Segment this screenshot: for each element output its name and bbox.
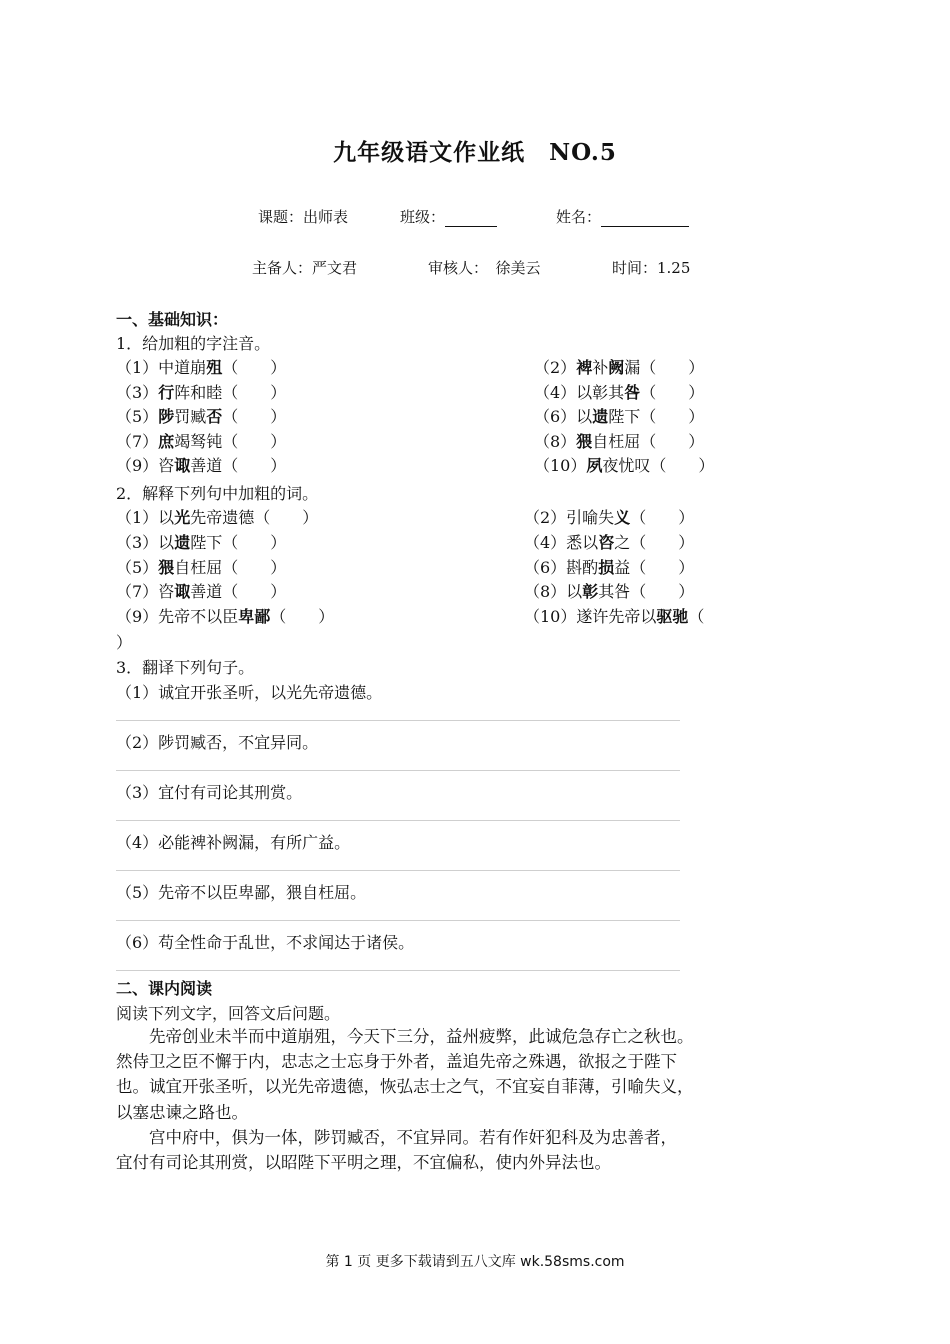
q1-item — [534, 453, 714, 476]
date: 时间：1.25 — [612, 259, 691, 277]
bold-word: 咨 — [598, 532, 615, 552]
q3-prompt: 3．翻译下列句子。 — [116, 658, 255, 677]
item-text: （6）斟酌 — [524, 557, 599, 577]
item-text: （9）咨 — [116, 456, 175, 476]
topic-label: 课题：出师表 — [258, 208, 349, 226]
answer-blank: 之（ ） — [614, 532, 695, 552]
item-text: 夜忧叹 — [602, 456, 651, 476]
bold-word: 猥 — [158, 557, 175, 577]
answer-blank: 善道（ ） — [190, 582, 287, 602]
q1-item — [116, 355, 286, 378]
name-label: 姓名： — [556, 208, 602, 226]
item-text: （3） — [116, 382, 159, 402]
passage-line: 以塞忠谏之路也。 — [116, 1102, 248, 1122]
bold-char: 阙 — [608, 358, 625, 377]
answer-line[interactable] — [116, 720, 680, 721]
item-text: （9）先帝不以臣 — [116, 607, 239, 627]
bold-char: 陟 — [158, 407, 175, 427]
translation-item: （2）陟罚臧否，不宜异同。 — [116, 733, 319, 752]
q1-item — [116, 380, 286, 403]
reading-instruction: 阅读下列文字，回答文后问题。 — [116, 1004, 341, 1023]
answer-blank: （ ） — [270, 607, 335, 627]
item-text: （6）以 — [534, 407, 593, 427]
bold-char: 遗 — [592, 407, 609, 427]
answer-blank: 陛下（ ） — [190, 532, 287, 552]
translation-item: （1）诚宜开张圣听，以光先帝遗德。 — [116, 683, 383, 702]
passage-line: 先帝创业未半而中道崩殂，今天下三分，益州疲弊，此诚危急存亡之秋也。 — [116, 1027, 694, 1046]
item-text: （1）以 — [116, 508, 175, 527]
translation-item: （3）宜付有司论其刑赏。 — [116, 783, 303, 802]
q2-item — [116, 555, 286, 578]
bold-word: 卑鄙 — [238, 607, 271, 627]
translation-item: （6）苟全性命于乱世，不求闻达于诸侯。 — [116, 933, 415, 952]
item-text: （4）以彰其 — [534, 382, 625, 402]
bold-char: 夙 — [586, 456, 603, 476]
answer-line[interactable] — [116, 970, 680, 971]
bold-char: 猥 — [576, 431, 593, 451]
class-field — [400, 206, 497, 227]
item-text: （7）咨 — [116, 582, 175, 602]
q2-item — [116, 579, 286, 602]
answer-blank: 漏（ ） — [624, 358, 705, 377]
answer-blank: （ ） — [222, 382, 287, 402]
answer-line[interactable] — [116, 920, 680, 921]
answer-blank: （ — [688, 607, 705, 627]
answer-blank: （ ） — [630, 508, 695, 527]
passage-line: 然侍卫之臣不懈于内，忠志之士忘身于外者，盖追先帝之殊遇，欲报之于陛下 — [116, 1052, 677, 1072]
q2-item — [524, 579, 694, 602]
answer-blank: （ ） — [640, 407, 705, 427]
section-1-heading: 一、基础知识： — [116, 310, 229, 329]
class-label: 班级： — [400, 208, 446, 226]
item-text: （3）以 — [116, 532, 175, 552]
q2-item — [116, 530, 286, 553]
answer-blank: （ ） — [640, 382, 705, 402]
answer-line[interactable] — [116, 770, 680, 771]
item-text: 自枉屈 — [592, 431, 641, 451]
answer-line[interactable] — [116, 870, 680, 871]
bold-char: 裨 — [576, 358, 593, 377]
item-text: （8） — [534, 431, 577, 451]
page-footer: 第 1 页 更多下载请到五八文库 wk.58sms.com — [325, 1254, 625, 1270]
preparer: 主备人：严文君 — [252, 259, 358, 277]
answer-blank: 先帝遗德（ ） — [190, 508, 319, 527]
passage-line: 宫中府中，俱为一体，陟罚臧否，不宜异同。若有作奸犯科及为忠善者， — [116, 1127, 677, 1147]
q2-item — [524, 530, 694, 553]
item-text: （10） — [534, 456, 587, 476]
bold-char: 殂 — [206, 358, 223, 377]
bold-char: 行 — [158, 382, 175, 402]
q1-prompt: 1．给加粗的字注音。 — [116, 334, 271, 353]
bold-char: 庶 — [158, 431, 175, 451]
q1-item — [534, 429, 704, 452]
answer-line[interactable] — [116, 820, 680, 821]
item-text: （10）遂许先帝以 — [524, 607, 657, 627]
q2-item — [116, 505, 318, 528]
page-title: 九年级语文作业纸 NO.5 — [333, 139, 617, 166]
section-2-heading: 二、课内阅读 — [116, 979, 213, 998]
item-text: 补 — [592, 358, 609, 377]
item-text: 罚臧 — [174, 407, 207, 427]
bold-word: 义 — [614, 508, 631, 527]
answer-blank: 益（ ） — [614, 557, 695, 577]
answer-blank: 自枉屈（ ） — [174, 557, 287, 577]
q2-item — [524, 555, 694, 578]
passage-line: 宜付有司论其刑赏，以昭陛下平明之理，不宜偏私，使内外异法也。 — [116, 1153, 611, 1172]
item-text: 竭驽钝 — [174, 431, 223, 451]
bold-char: 诹 — [174, 456, 191, 476]
name-field — [556, 206, 689, 227]
q2-item — [524, 505, 694, 528]
q2-item — [116, 604, 334, 627]
item-text: 阵和睦 — [174, 382, 223, 402]
answer-blank: （ ） — [222, 407, 287, 427]
q2-wrap: ） — [116, 633, 133, 652]
item-text: 善道 — [190, 456, 223, 476]
q1-item — [116, 453, 286, 476]
bold-char: 否 — [206, 407, 223, 427]
reviewer: 审核人： 徐美云 — [428, 259, 541, 277]
item-text: （2） — [534, 358, 577, 377]
answer-blank: 其咎（ ） — [598, 582, 695, 602]
bold-char: 咎 — [624, 382, 641, 402]
q2-item — [524, 604, 704, 627]
answer-blank: （ ） — [222, 456, 287, 476]
answer-blank: （ ） — [222, 358, 287, 377]
bold-word: 诹 — [174, 582, 191, 602]
translation-item: （5）先帝不以臣卑鄙，猥自枉屈。 — [116, 883, 367, 902]
item-text: （5） — [116, 557, 159, 577]
answer-blank: （ ） — [640, 431, 705, 451]
q2-prompt: 2．解释下列句中加粗的词。 — [116, 484, 319, 503]
item-text: 陛下 — [608, 407, 641, 427]
class-blank[interactable] — [445, 211, 497, 227]
item-text: （1）中道崩 — [116, 358, 207, 377]
item-text: （4）悉以 — [524, 532, 599, 552]
answer-blank: （ ） — [650, 456, 715, 476]
item-text: （2）引喻失 — [524, 508, 615, 527]
bold-word: 彰 — [582, 582, 599, 602]
bold-word: 光 — [174, 508, 191, 527]
item-text: （5） — [116, 407, 159, 427]
passage-line: 也。诚宜开张圣听，以光先帝遗德，恢弘志士之气，不宜妄自菲薄，引喻失义， — [116, 1077, 694, 1097]
q1-item — [116, 404, 286, 427]
name-blank[interactable] — [601, 211, 689, 227]
q1-item — [534, 404, 704, 427]
item-text: （7） — [116, 431, 159, 451]
bold-word: 损 — [598, 557, 615, 577]
answer-blank: （ ） — [222, 431, 287, 451]
bold-word: 驱驰 — [656, 607, 689, 627]
q1-item — [534, 355, 704, 378]
item-text: （8）以 — [524, 582, 583, 602]
q1-item — [534, 380, 704, 403]
translation-item: （4）必能裨补阙漏，有所广益。 — [116, 833, 351, 852]
q1-item — [116, 429, 286, 452]
bold-word: 遗 — [174, 532, 191, 552]
